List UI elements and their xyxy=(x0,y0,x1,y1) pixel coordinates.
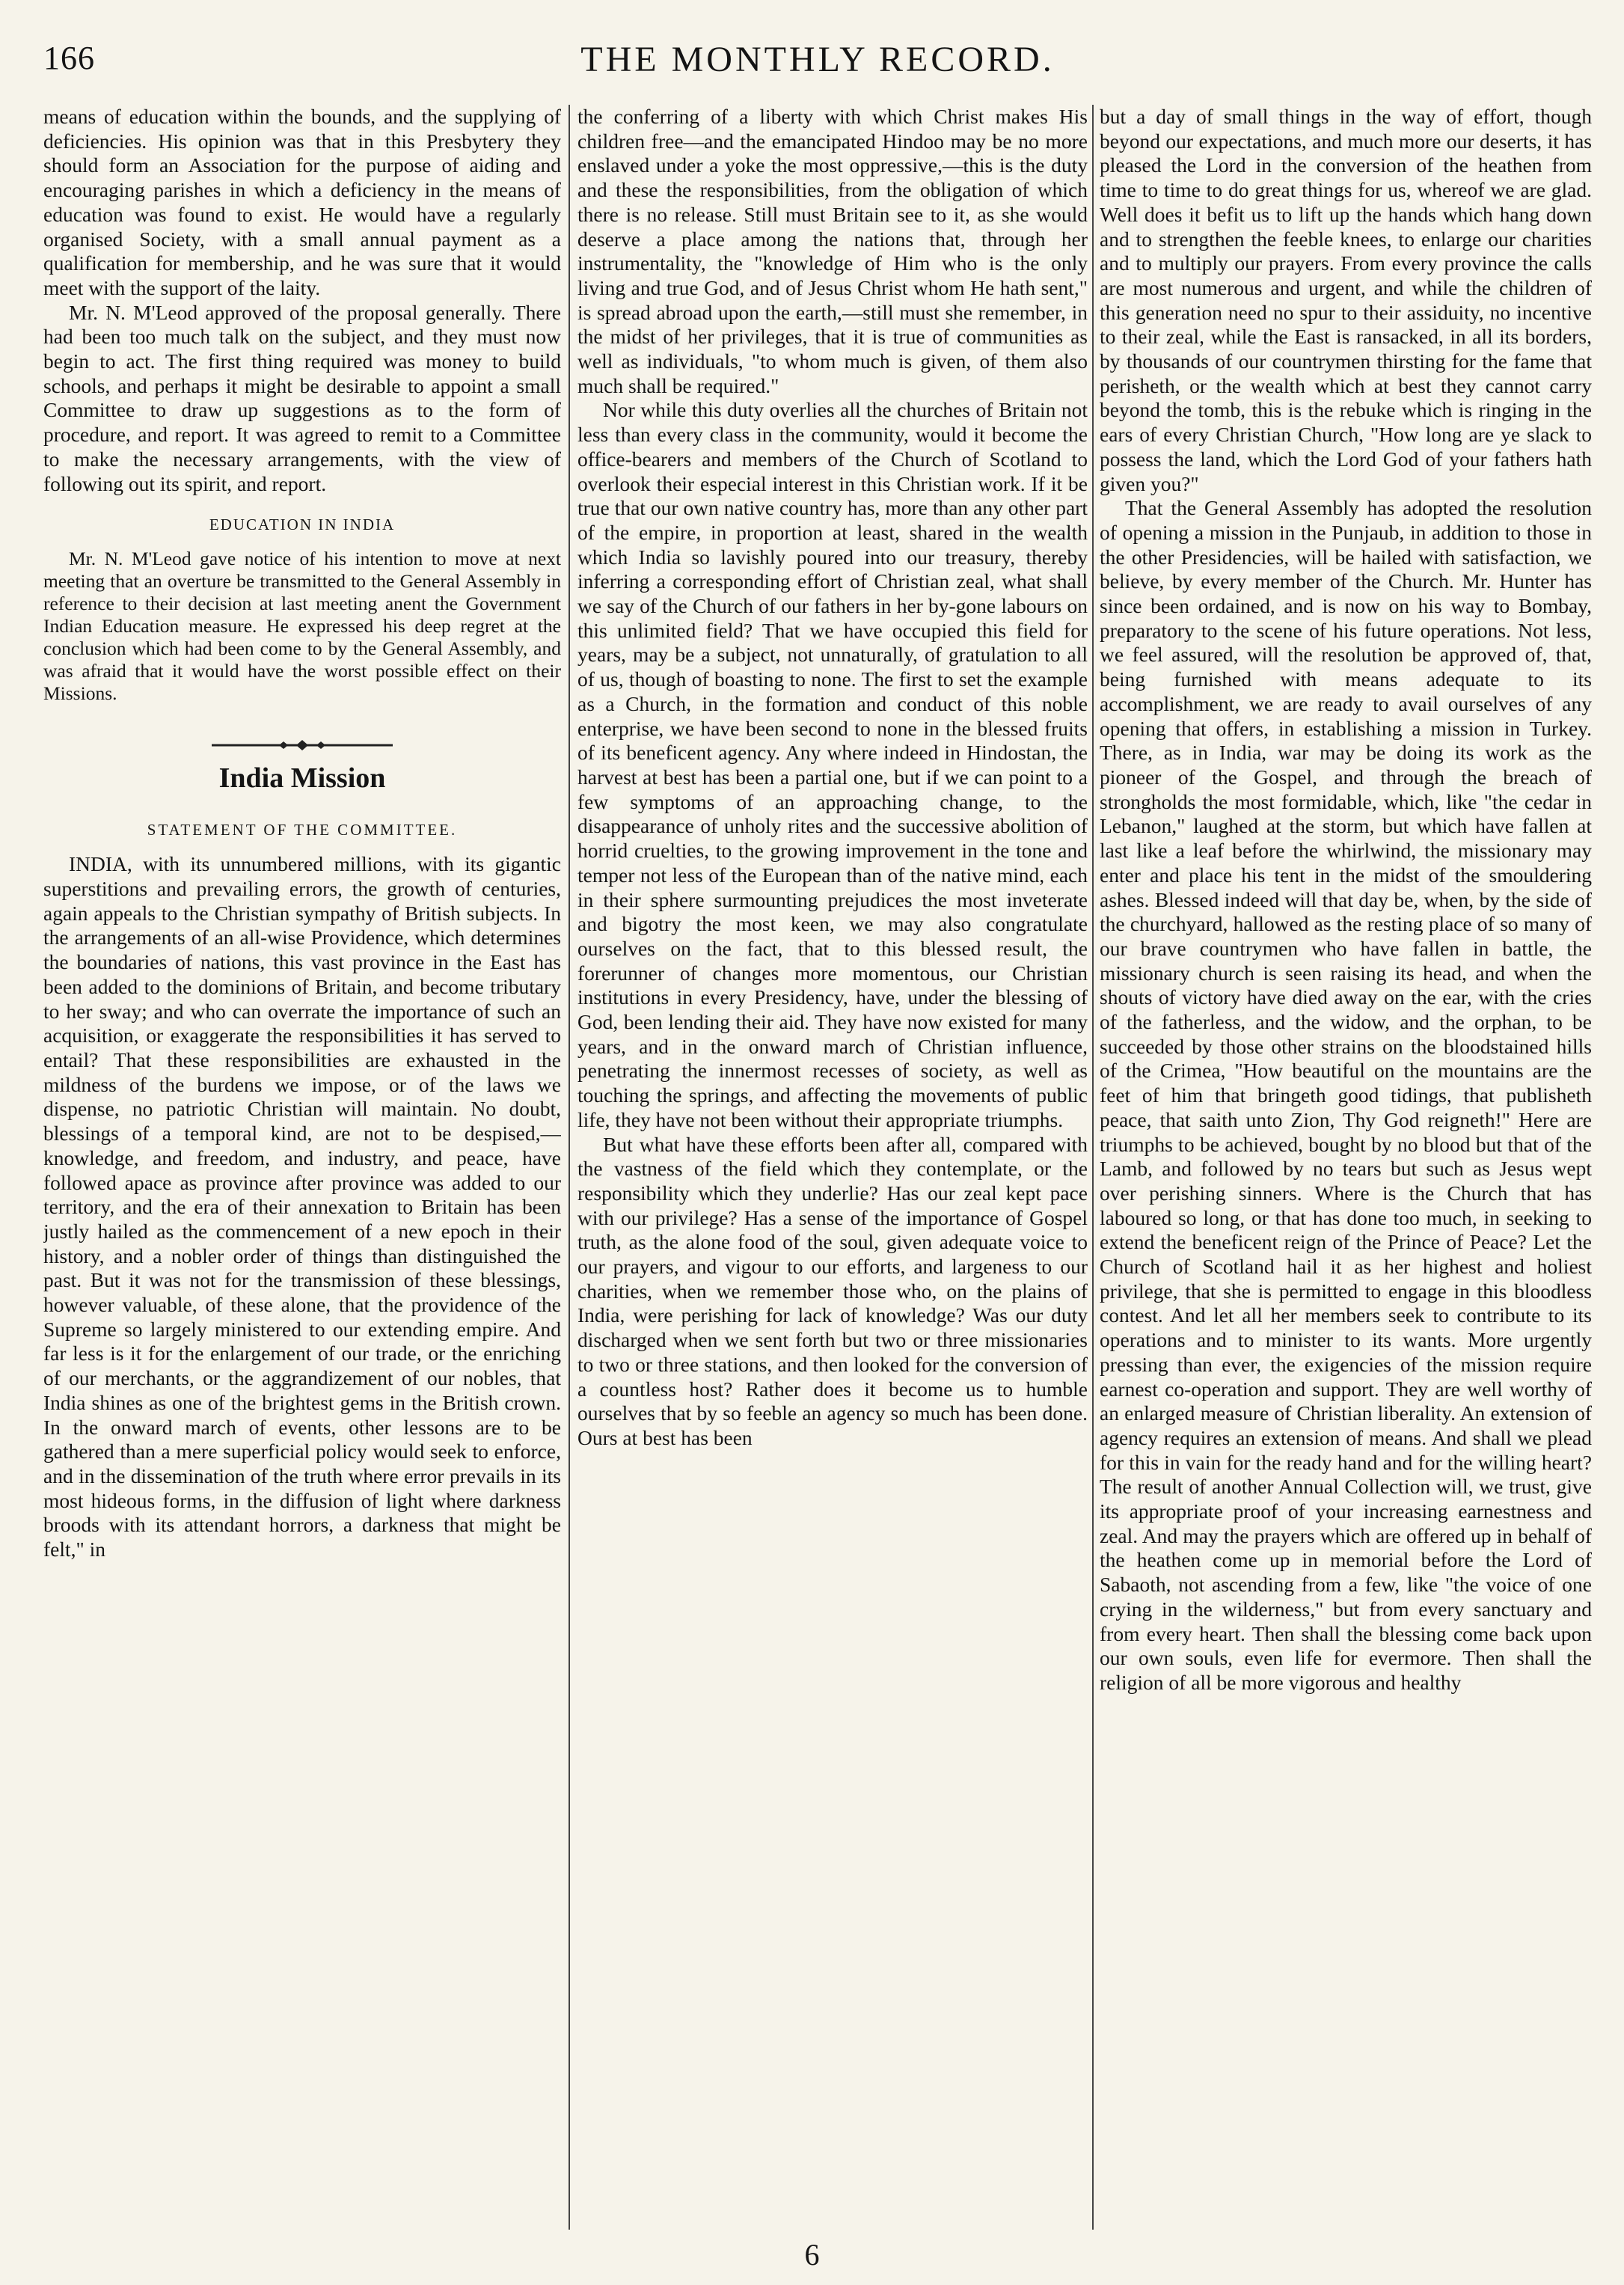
paragraph: Mr. N. M'Leod gave notice of his intention to move at next meeting that an overture be transmitted to the General Assembly in reference to their decision at last meeting anent the Government Indian Education measure. He expressed his deep regret at the conclusion which had been come to by the General Assembly, and was afraid that it would have the worst possible effect on their Missions. xyxy=(43,547,561,704)
column-rule-right xyxy=(1092,105,1094,2230)
column-rule-left xyxy=(569,105,570,2230)
paragraph: That the General Assembly has adopted the resolution of opening a mission in the Punjaub, in addition to those in the other Presidencies, will be hailed with satisfaction, we believe, by every member of the Church. Mr. Hunter has since been ordained, and is now on his way to Bombay, preparatory to the scene of his future operations. Not less, we feel assured, will the resolution be approved of, that, being furnished with means adequate to its accomplishment, we are ready to avail ourselves of any opening that offers, in establishing a mission in Turkey. There, as in India, war may be doing its work as the pioneer of the Gospel, and through the breach of strongholds the most formidable, which, like "the cedar in Lebanon," laughed at the storm, but which have fallen at last like a leaf before the whirlwind, the missionary may enter and place his tent in the midst of the smouldering ashes. Blessed indeed will that day be, when, by the side of the churchyard, hallowed as the resting place of so many of our brave countrymen who have fallen in battle, the missionary church is seen raising its head, and when the shouts of victory have died away on the ear, with the cries of the fatherless, and the widow, and the orphan, to be succeeded by those other strains on the bloodstained hills of the Crimea, "How beautiful on the mountains are the feet of him that bringeth good tidings, that publisheth peace, that saith unto Zion, Thy God reigneth!" Here are triumphs to be achieved, bought by no blood but that of the Lamb, and followed by no tears but such as Jesus wept over perishing sinners. Where is the Church that has laboured so long, or that has done too much, in seeking to extend the beneficent reign of the Prince of Peace? Let the Church of Scotland hail it as her highest and holiest privilege, that she is permitted to engage in this bloodless contest. And let all her members seek to contribute to its operations and to minister to its wants. More urgently pressing than ever, the exigencies of the mission require earnest co-operation and support. They are well worthy of an enlarged measure of Christian liberality. An extension of agency requires an extension of means. And shall we plead for this in vain for the ready hand and for the willing heart? The result of another Annual Collection will, we trust, give its appropriate proof of your increasing earnestness and zeal. And may the prayers which are offered up in behalf of the heathen come up in memorial before the Lord of Sabaoth, not ascending from a few, like "the voice of one crying in the wilderness," but from every sanctuary and from every heart. Then shall the blessing come back upon our own souls, even life for evermore. Then shall the religion of all be more vigorous and healthy xyxy=(1100,496,1592,1694)
paragraph: Mr. N. M'Leod approved of the proposal generally. There had been too much talk on the subject, and they must now begin to act. The first thing required was money to build schools, and perhaps it might be desirable to appoint a small Committee to draw up suggestions as to the form of procedure, and report. It was agreed to remit to a Committee to make the necessary arrangements, with the view of following out its spirit, and report. xyxy=(43,300,561,495)
column-left xyxy=(43,105,561,2237)
subheading-education-in-india: EDUCATION IN INDIA xyxy=(209,516,396,534)
signature-mark: 6 xyxy=(804,2238,820,2272)
page-number: 166 xyxy=(43,40,95,76)
column-middle xyxy=(577,105,1088,2237)
paragraph: but a day of small things in the way of effort, though beyond our expectations, and much more our deserts, it has pleased the Lord in the conversion of the heathen from time to time to do great things for us, whereof we are glad. Well does it befit us to lift up the hands which hang down and to strengthen the feeble knees, to enlarge our charities and to multiply our prayers. From every province the calls are most numerous and urgent, and while the children of this generation need no spur to their assiduity, no incentive to their zeal, while the East is ransacked, in all its borders, by thousands of our countrymen thirsting for the fame that perisheth, or the wealth which at best they cannot carry beyond the tomb, this is the rebuke which is ringing in the ears of every Christian Church, "How long are ye slack to possess the land, which the Lord God of your fathers hath given you?" xyxy=(1100,105,1592,495)
paragraph: Nor while this duty overlies all the churches of Britain not less than every class in the community, would it become the office-bearers and members of the Church of Scotland to overlook their especial interest in this Christian work. If it be true that our own native country has, more than any other part of the empire, in proportion at least, shared in the wealth which India so lavishly poured into our treasury, thereby inferring a corresponding effort of Christian zeal, what shall we say of the Church of our fathers in her by-gone labours on this unlimited field? That we have occupied this field for years, may be a subject, not unnaturally, of gratulation to all of us, though of boasting to none. The first to set the example as a Church, in the formation and conduct of this noble enterprise, we have been second to none in the blessed fruits of its beneficent agency. Any where indeed in Hindostan, the harvest at best has been a partial one, but if we can point to a few symptoms of an approaching change, to the disappearance of unholy rites and the successive abolition of horrid cruelties, to the growing improvement in the tone and temper not less of the European than of the native mind, each in their sphere surmounting prejudices the most inveterate and bigotry the most keen, we may also congratulate ourselves on the fact, that to this blessed result, the forerunner of changes more momentous, our Christian institutions in every Presidency, have, under the blessing of God, been lending their aid. They have now existed for many years, and in the onward march of Christian influence, penetrating the innermost recesses of society, as well as touching the springs, and affecting the movements of public life, they have not been without their appropriate triumphs. xyxy=(577,398,1088,1131)
running-title: THE MONTHLY RECORD. xyxy=(580,40,1055,79)
paragraph: the conferring of a liberty with which Christ makes His children free—and the emancipated Hindoo may be no more enslaved under a yoke the most oppressive,—this is the duty and these the responsibilities, from the obligation of which there is no release. Still must Britain see to it, as she would deserve a place among the nations that, through her instrumentality, the "knowledge of Him who is the only living and true God, and of Jesus Christ whom He hath sent," is spread abroad upon the earth,—still must she remember, in the midst of her privileges, that it is true of communities as well as individuals, "to whom much is given, of them also much shall be required." xyxy=(577,105,1088,397)
column-right xyxy=(1100,105,1592,2237)
paragraph: INDIA, with its unnumbered millions, with its gigantic superstitions and prevailing errors, the growth of centuries, again appeals to the Christian sympathy of British subjects. In the arrangements of an all-wise Providence, which determines the boundaries of nations, this vast province in the East has been added to the dominions of Britain, and become tributary to her sway; and who can overrate the importance of such an acquisition, or exaggerate the responsibilities it has served to entail? That these responsibilities are exhausted in the mildness of the burdens we impose, or of the laws we dispense, no patriotic Christian will maintain. No doubt, blessings of a temporal kind, are not to be despised,—knowledge, and freedom, and industry, and peace, have followed apace as province after province was added to our territory, and the era of their annexation to Britain has been justly hailed as the commencement of a new epoch in their history, and a nobler order of things than distinguished the past. But it was not for the transmission of these blessings, however valuable, of these alone, that the providence of the Supreme so largely ministered to our extending empire. And far less is it for the enlargement of our trade, or the enriching of our merchants, or the aggrandizement of our nobles, that India shines as one of the brightest gems in the British crown. In the onward march of events, other lessons are to be gathered than a mere superficial policy would seek to enforce, and in the dissemination of the truth where error prevails in its most hideous forms, in the diffusion of light where darkness broods with its attendant horrors, a darkness that might be felt," in xyxy=(43,852,561,1561)
section-title: India Mission xyxy=(218,762,386,794)
page-header xyxy=(43,39,1592,85)
subheading-statement: STATEMENT OF THE COMMITTEE. xyxy=(147,820,458,839)
ornament-divider xyxy=(43,739,561,751)
ornament-rule-icon xyxy=(209,739,396,751)
paragraph: But what have these efforts been after all, compared with the vastness of the field which they contemplate, or the responsibility which they underlie? Has our zeal kept pace with our privilege? Has a sense of the importance of Gospel truth, as the alone food of the soul, given adequate voice to our prayers, and vigour to our efforts, and largeness to our charities, when we remember those who, on the plains of India, were perishing for lack of knowledge? Was our duty discharged when we sent forth but two or three missionaries to two or three stations, and then looked for the conversion of a countless host? Rather does it become us to humble ourselves that by so feeble an agency so much has been done. Ours at best has been xyxy=(577,1132,1088,1449)
paragraph: means of education within the bounds, and the supplying of deficiencies. His opinion was that in this Presbytery they should form an Association for the purpose of aiding and encouraging parishes in which a deficiency in the means of education was found to exist. He would have a regularly organised Society, with a small annual payment as a qualification for membership, and he was sure that it would meet with the support of the laity. xyxy=(43,105,561,299)
